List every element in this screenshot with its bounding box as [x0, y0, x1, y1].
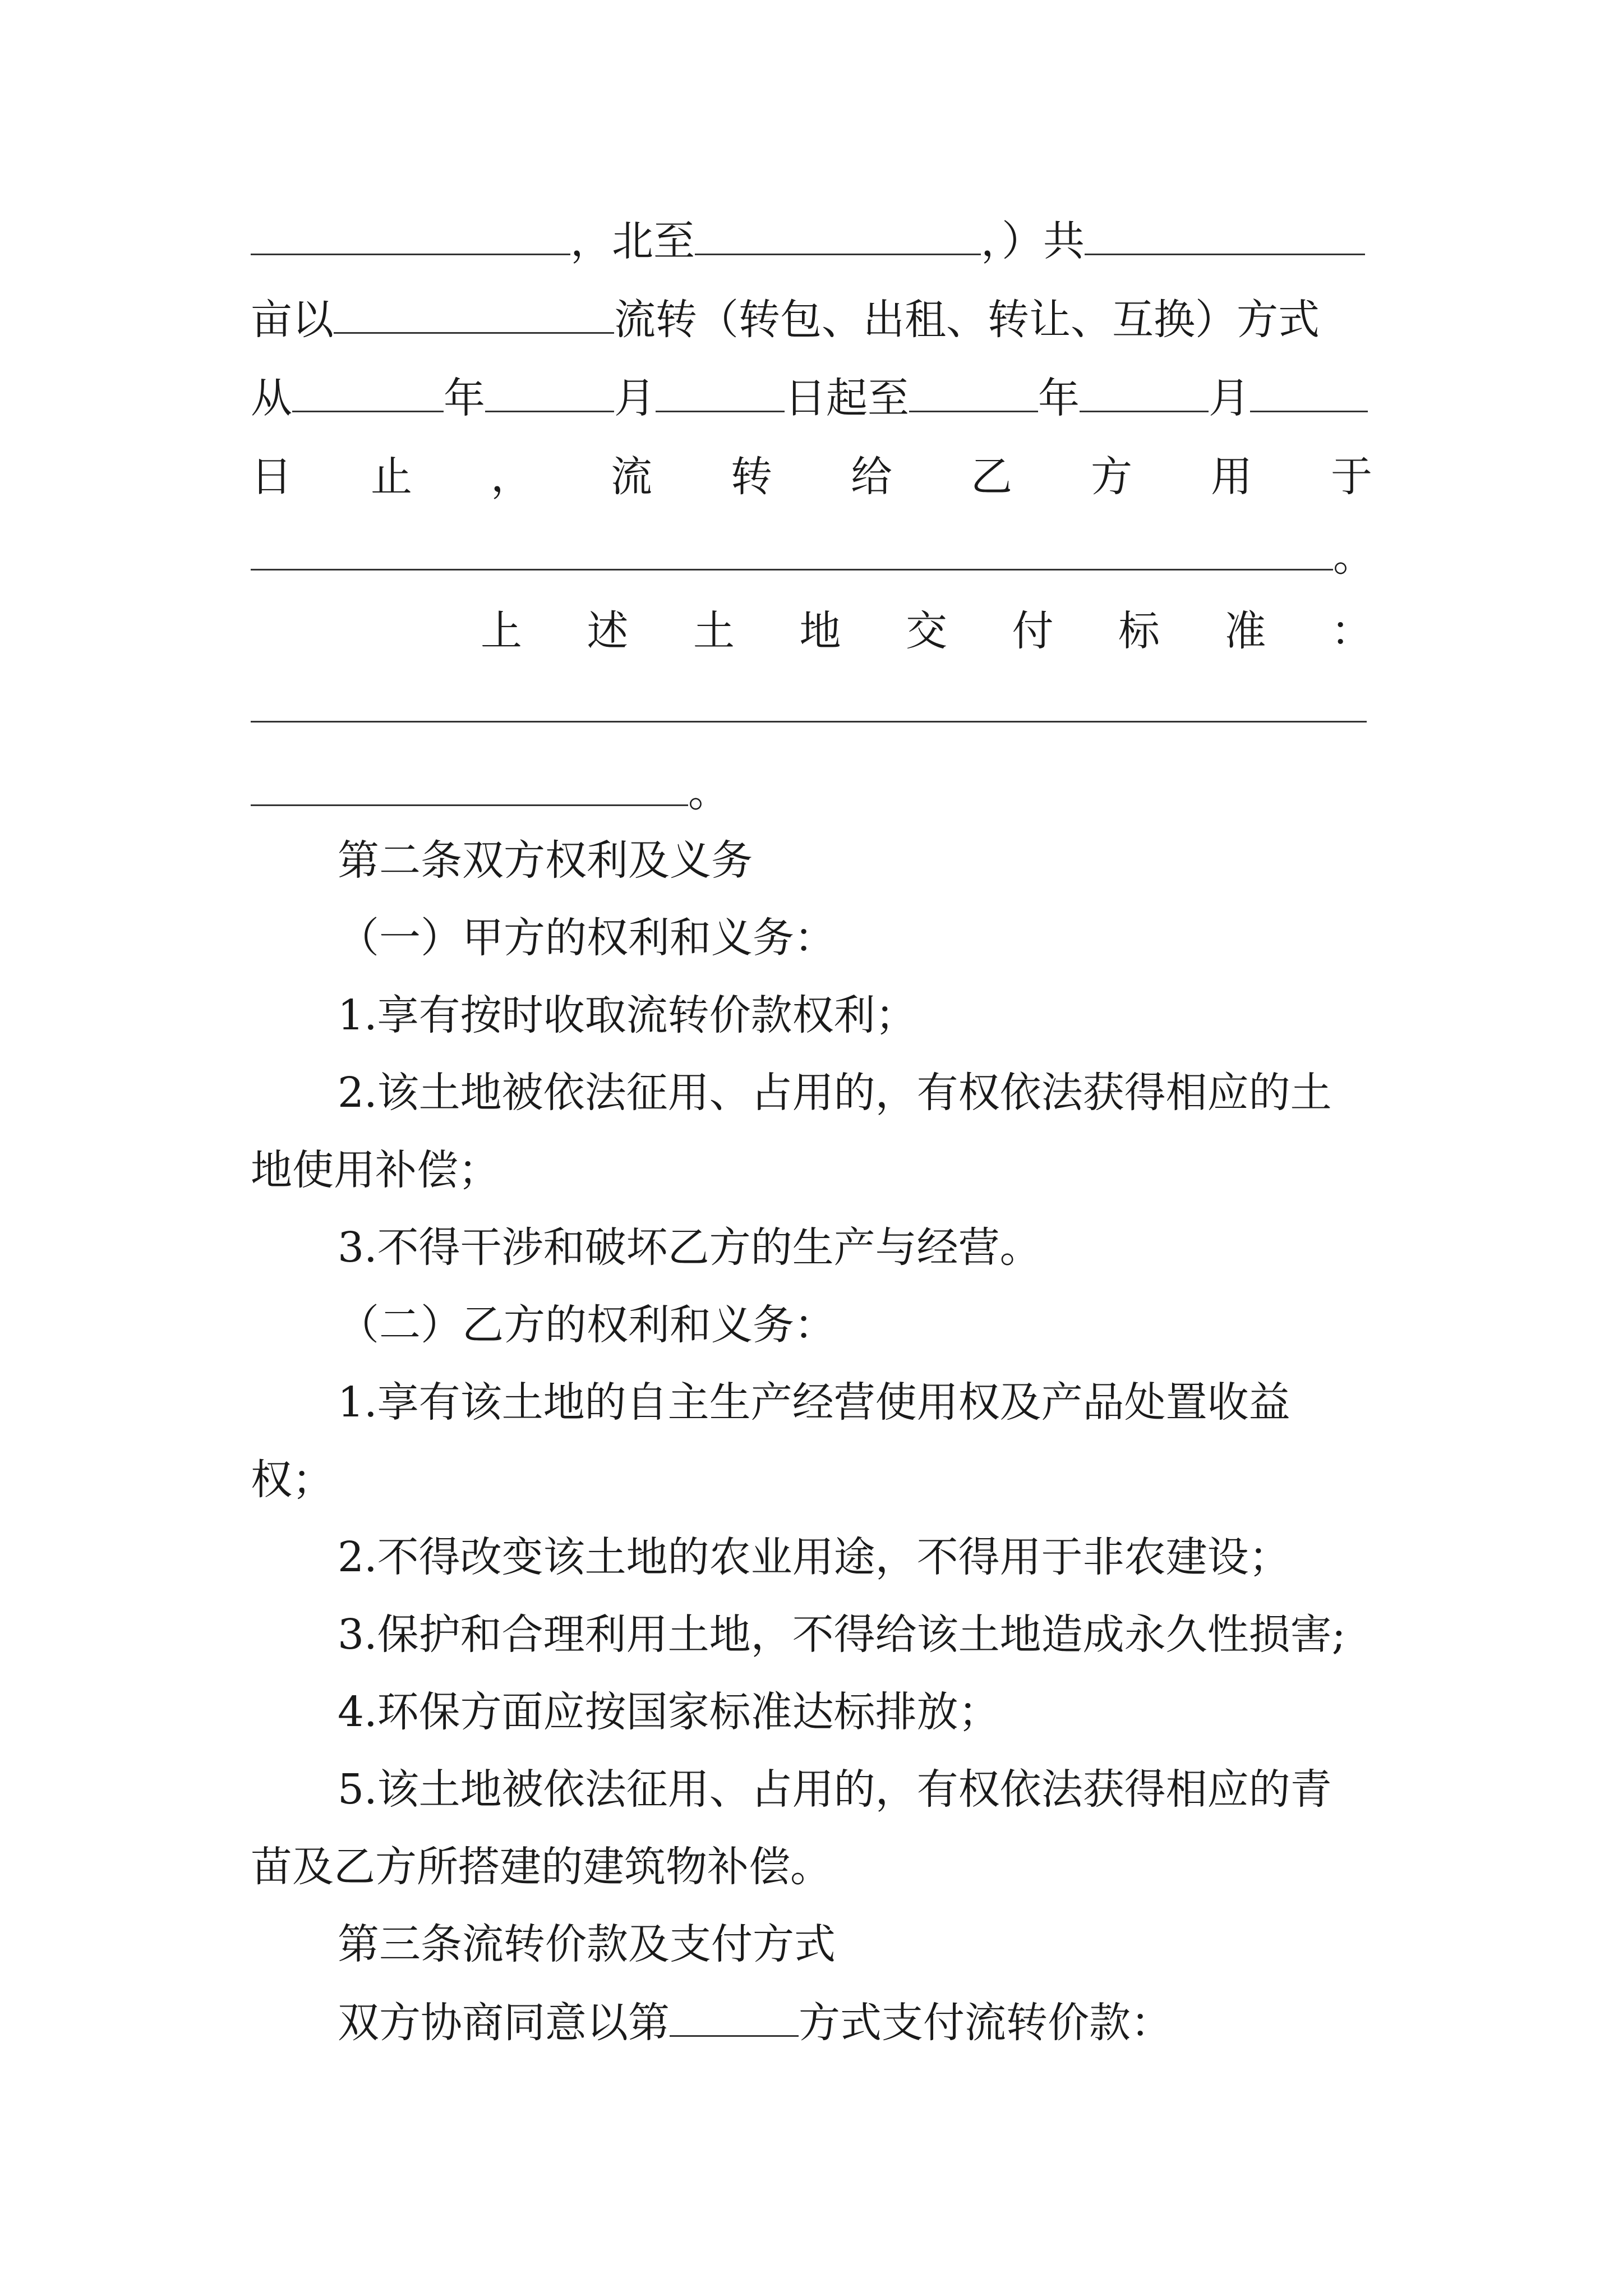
text-char: 于: [1331, 453, 1372, 501]
party-b-heading: （二）乙方的权利和义务：: [338, 1301, 836, 1349]
article-3-title: 第三条流转价款及支付方式: [338, 1920, 836, 1968]
blank-field: [695, 212, 981, 255]
month-label: 月: [614, 374, 656, 422]
day-start-to-label: 日起至: [785, 374, 909, 422]
blank-field: [485, 369, 614, 412]
text-char: 土: [693, 607, 735, 655]
period: 。: [1333, 532, 1375, 581]
text-char: 给: [851, 453, 892, 501]
blank-field: [1080, 369, 1209, 412]
blank-field: [334, 291, 614, 334]
blank-field: [909, 369, 1038, 412]
text-char: 止: [371, 453, 412, 501]
text-char: 上: [481, 607, 522, 655]
party-b-item-1: 1.享有该土地的自主生产经营使用权及产品处置收益: [338, 1378, 1290, 1427]
line-standard-blank: [251, 763, 1372, 819]
payment-prefix: 双方协商同意以第: [338, 1999, 670, 2047]
party-b-item-3: 3.保护和合理利用土地，不得给该土地造成永久性损害;: [338, 1611, 1346, 1659]
north-label: ，北至: [570, 217, 695, 265]
party-b-item-4: 4.环保方面应按国家标准达标排放；: [338, 1688, 1000, 1736]
text-char: 准: [1224, 607, 1266, 655]
period: 。: [688, 768, 730, 816]
text-char: 流: [611, 453, 652, 501]
party-b-item-2: 2.不得改变该土地的农业用途，不得用于非农建设；: [338, 1533, 1290, 1581]
text-char: 乙: [971, 453, 1012, 501]
total-label: ，）共: [981, 217, 1085, 265]
line-delivery-standard: [251, 603, 1372, 659]
blank-field: [292, 369, 444, 412]
blank-field: [656, 369, 785, 412]
text-char: 转: [731, 453, 772, 501]
text-char: 用: [1211, 453, 1252, 501]
party-a-heading: （一）甲方的权利和义务：: [338, 914, 836, 962]
text-char: 述: [587, 607, 629, 655]
line-usage-blank: [251, 527, 1375, 583]
month-label: 月: [1209, 374, 1250, 422]
party-a-item-2: 2.该土地被依法征用、占用的，有权依法获得相应的土: [338, 1069, 1332, 1117]
text-char: 交: [906, 607, 947, 655]
blank-field: [670, 1994, 799, 2037]
line-transfer-to-party-b: [251, 449, 1372, 505]
party-a-item-1: 1.享有按时收取流转价款权利；: [338, 991, 917, 1039]
payment-method-line: [338, 1994, 1459, 2050]
blank-field: [251, 721, 1367, 723]
text-char: 地: [799, 607, 841, 655]
mu-label: 亩以: [251, 296, 334, 344]
method-label: 流转（转包、出租、转让、互换）方式: [614, 296, 1320, 344]
party-a-item-3: 3.不得干涉和破坏乙方的生产与经营。: [338, 1223, 1041, 1272]
party-a-item-2-cont: 地使用补偿；: [251, 1146, 500, 1194]
article-2-title: 第二条双方权利及义务: [338, 836, 753, 885]
line-boundary-north: [251, 212, 1372, 268]
blank-field: [251, 763, 688, 806]
text-char: 方: [1091, 453, 1132, 501]
party-b-item-5: 5.该土地被依法征用、占用的，有权依法获得相应的青: [338, 1765, 1332, 1814]
line-transfer-method: [251, 291, 1372, 347]
blank-field: [1250, 369, 1368, 412]
payment-suffix: 方式支付流转价款：: [799, 1999, 1172, 2047]
year-label: 年: [1038, 374, 1080, 422]
blank-field: [251, 212, 570, 255]
blank-field: [1085, 212, 1365, 255]
text-char: 日: [251, 453, 292, 501]
party-b-item-5-cont: 苗及乙方所搭建的建筑物补偿。: [251, 1843, 832, 1891]
year-label: 年: [444, 374, 485, 422]
blank-field: [251, 527, 1333, 570]
text-char: 付: [1012, 607, 1054, 655]
text-char: 标: [1118, 607, 1160, 655]
party-b-item-1-cont: 权；: [251, 1456, 334, 1504]
line-date-range: [251, 369, 1372, 425]
text-char: ：: [1331, 607, 1372, 655]
from-label: 从: [251, 374, 292, 422]
text-char: ，: [491, 453, 532, 501]
